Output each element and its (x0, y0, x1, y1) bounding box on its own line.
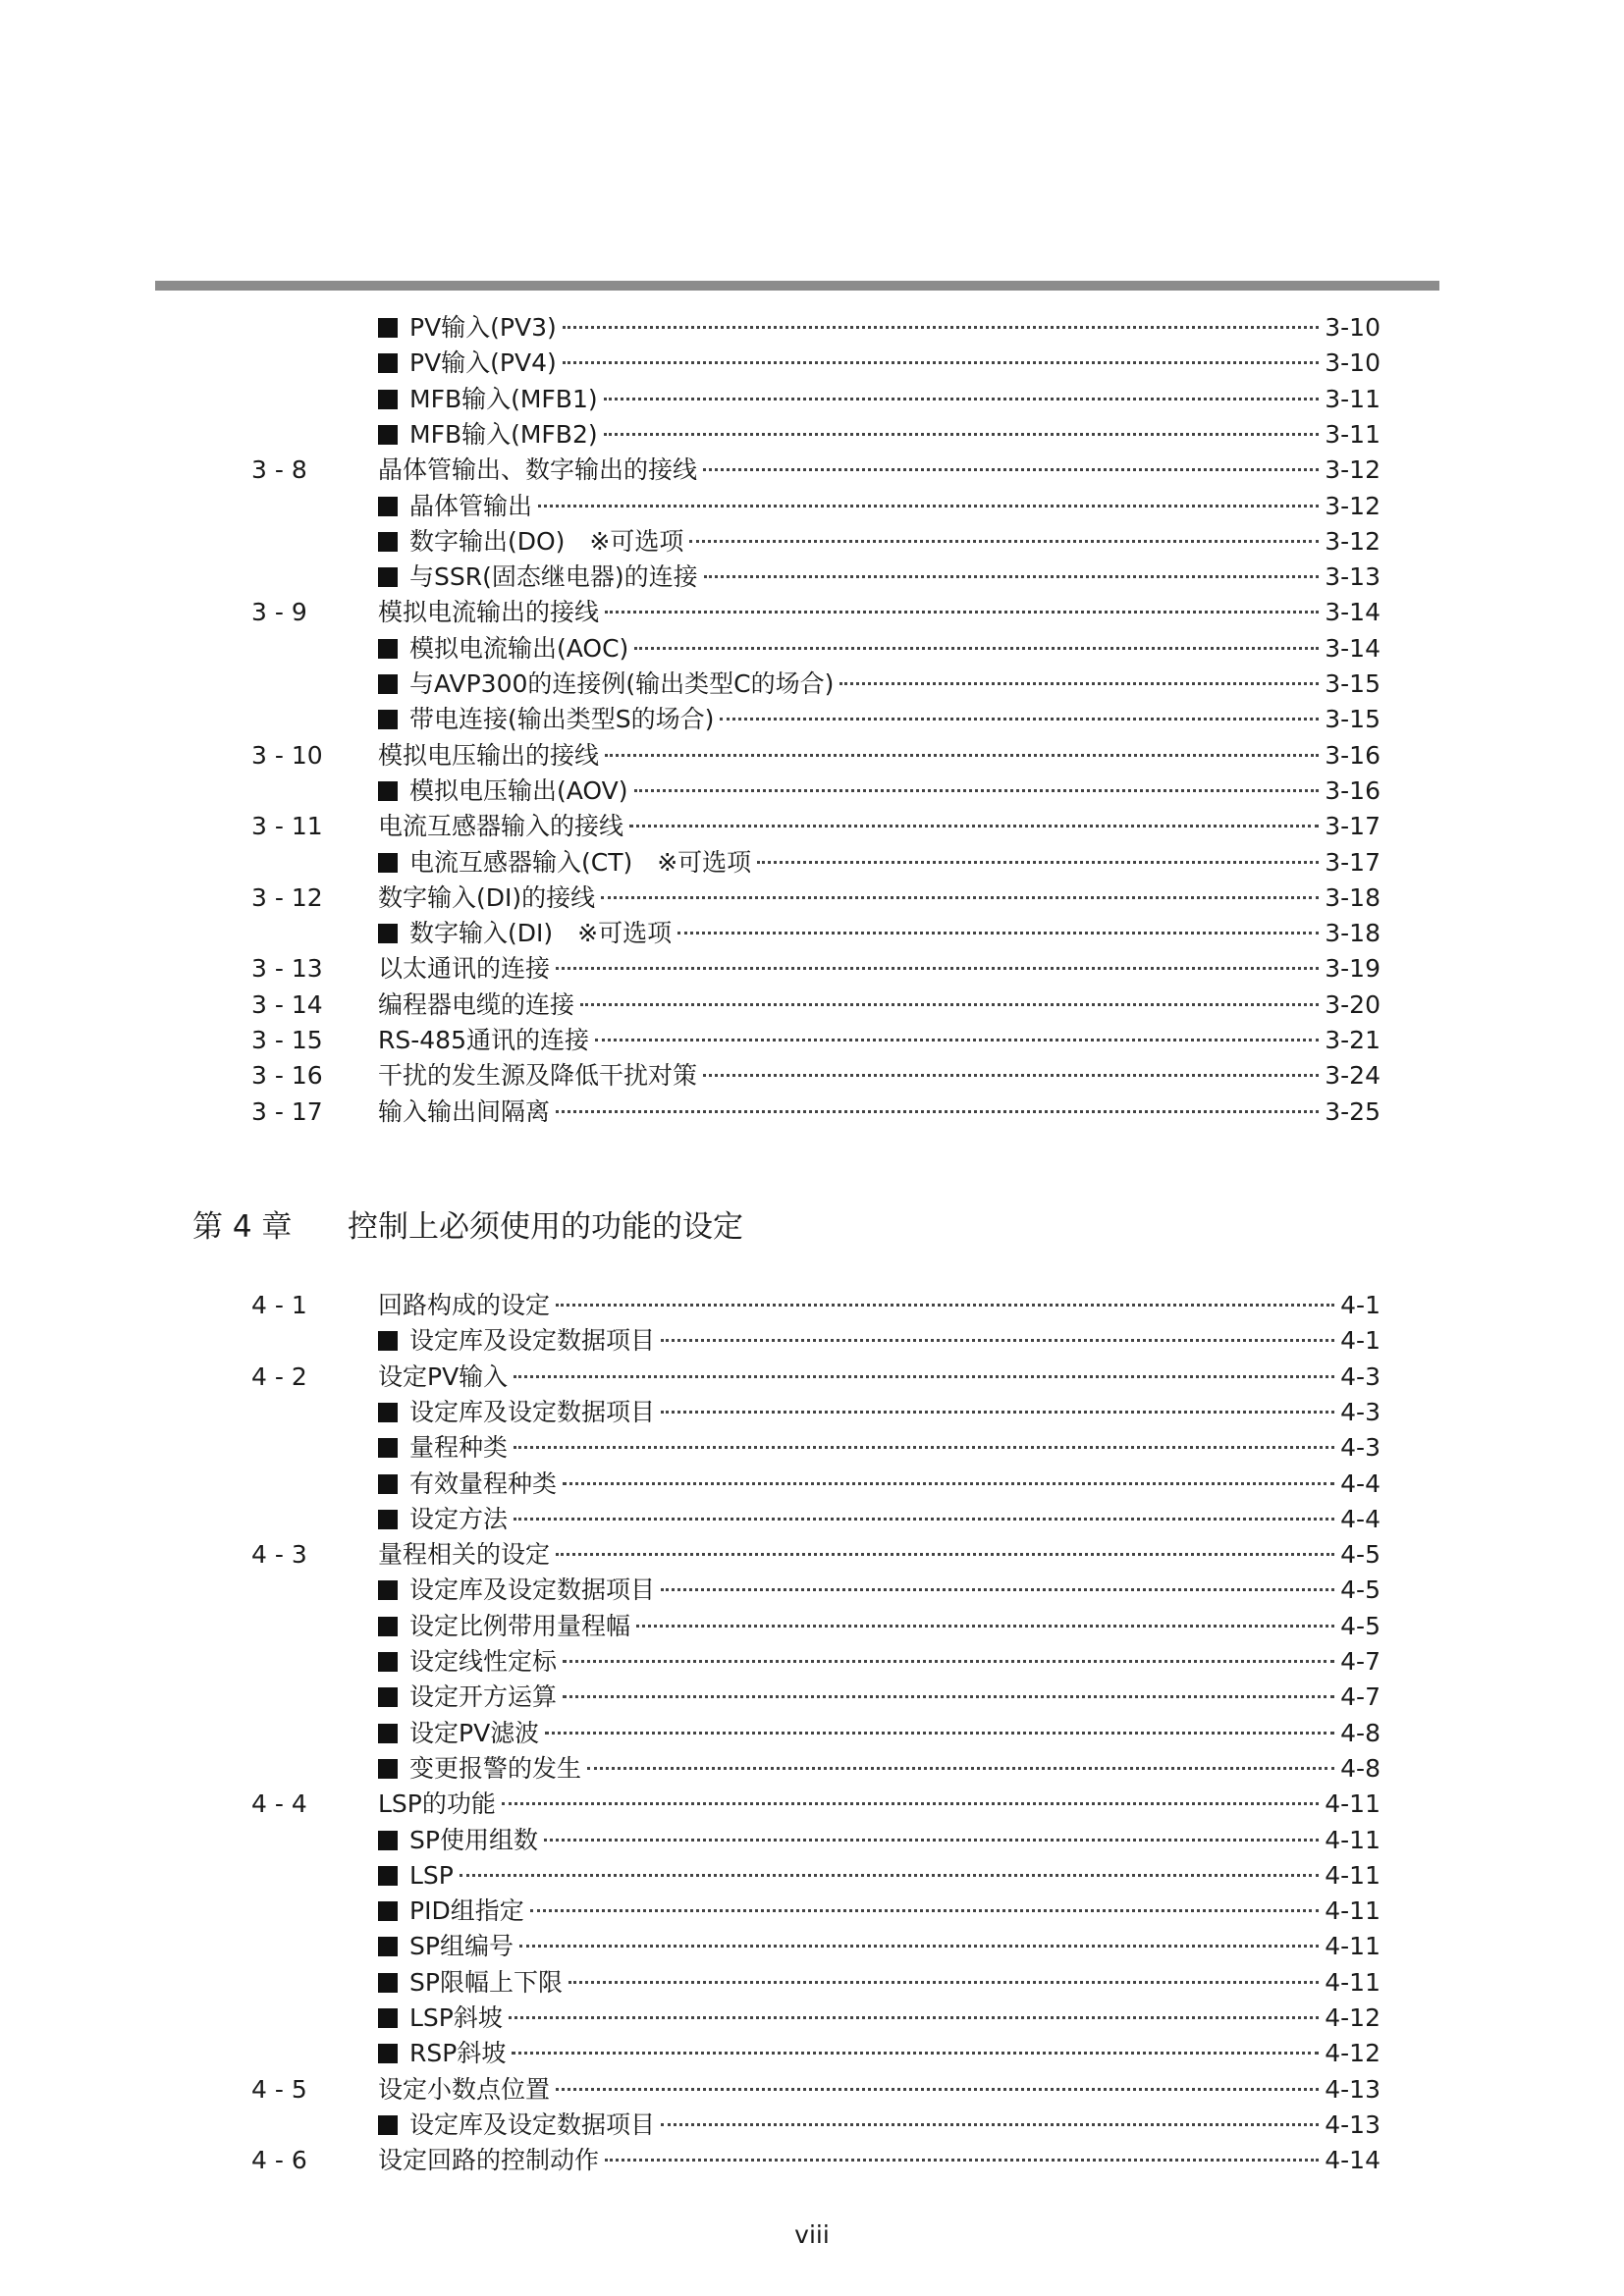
toc-title: 模拟电流输出的接线 (378, 598, 600, 627)
square-bullet-icon (378, 2008, 398, 2028)
dot-leader (629, 825, 1319, 828)
dot-leader (661, 1588, 1334, 1591)
toc-subentry[interactable] (0, 631, 1624, 667)
dot-leader (634, 647, 1319, 650)
toc-entry[interactable] (0, 988, 1624, 1023)
toc-page-number: 3-14 (1325, 633, 1380, 663)
toc-page-number: 3-19 (1325, 954, 1380, 984)
toc-section-number: 4 - 4 (251, 1789, 307, 1819)
toc-entry[interactable] (0, 453, 1624, 488)
toc-subentry[interactable] (0, 524, 1624, 560)
toc-page-number: 4-11 (1325, 1860, 1380, 1890)
toc-page-number: 4-13 (1325, 2074, 1380, 2104)
toc-entry-row (378, 631, 1380, 667)
dot-leader (720, 718, 1319, 721)
toc-entry-row (378, 1095, 1380, 1130)
toc-page-number: 4-12 (1325, 2003, 1380, 2032)
dot-leader (661, 1411, 1334, 1414)
toc-entry-row (378, 1751, 1380, 1787)
square-bullet-icon (378, 2044, 398, 2063)
toc-title: SP限幅上下限 (409, 1967, 563, 1997)
dot-leader (601, 896, 1319, 899)
toc-subentry[interactable] (0, 667, 1624, 702)
toc-entry-row (378, 1502, 1380, 1537)
toc-entry-row (378, 1644, 1380, 1680)
toc-subentry[interactable] (0, 1430, 1624, 1466)
toc-title: 与SSR(固态继电器)的连接 (409, 562, 698, 592)
dot-leader (502, 1802, 1319, 1805)
square-bullet-icon (378, 532, 398, 552)
toc-title: 模拟电压输出(AOV) (409, 775, 628, 805)
toc-page-number: 4-8 (1340, 1753, 1380, 1783)
chapter-label: 第 4 章 (192, 1209, 293, 1245)
dot-leader (604, 433, 1320, 436)
toc-page-number: 3-12 (1325, 455, 1380, 485)
toc-section-number: 3 - 15 (251, 1026, 323, 1054)
toc-page-number: 3-12 (1325, 491, 1380, 520)
toc-title: 设定线性定标 (409, 1647, 558, 1676)
toc-subentry[interactable] (0, 310, 1624, 346)
toc-title: 设定比例带用量程幅 (409, 1611, 631, 1640)
toc-page-number: 3-17 (1325, 847, 1380, 877)
toc-subentry[interactable] (0, 1929, 1624, 1964)
dot-leader (556, 967, 1319, 970)
toc-entry[interactable] (0, 809, 1624, 844)
toc-title: 电流互感器输入(CT) ※可选项 (409, 847, 752, 877)
toc-title: 回路构成的设定 (378, 1291, 551, 1319)
toc-page-number: 4-11 (1325, 1932, 1380, 1961)
square-bullet-icon (378, 1617, 398, 1636)
square-bullet-icon (378, 390, 398, 409)
toc-title: 输入输出间隔离 (378, 1096, 551, 1126)
toc-section-number: 3 - 10 (251, 740, 323, 770)
toc-title: RS-485通讯的连接 (378, 1026, 589, 1054)
toc-title: 模拟电压输出的接线 (378, 740, 600, 770)
toc-entry[interactable] (0, 2072, 1624, 2108)
dot-leader (605, 754, 1319, 757)
toc-entry-row (378, 2108, 1380, 2143)
toc-entry[interactable] (0, 881, 1624, 916)
toc-page-number: 3-16 (1325, 775, 1380, 805)
toc-title: LSP的功能 (378, 1789, 496, 1819)
toc-subentry[interactable] (0, 1716, 1624, 1751)
toc-page-number: 3-15 (1325, 705, 1380, 734)
toc-page-number: 4-5 (1340, 1575, 1380, 1605)
toc-entry[interactable] (0, 1787, 1624, 1822)
square-bullet-icon (378, 318, 398, 338)
dot-leader (460, 1874, 1319, 1877)
toc-title: 干扰的发生源及降低干扰对策 (378, 1061, 698, 1091)
dot-leader (519, 1945, 1319, 1948)
square-bullet-icon (378, 639, 398, 659)
toc-title: 编程器电缆的连接 (378, 989, 575, 1019)
dot-leader (634, 789, 1320, 792)
dot-leader (544, 1839, 1319, 1842)
toc-entry-row (378, 1609, 1380, 1644)
toc-subentry[interactable] (0, 2108, 1624, 2143)
toc-subentry[interactable] (0, 916, 1624, 951)
toc-page-number: 4-11 (1325, 1825, 1380, 1854)
toc-title: 设定库及设定数据项目 (409, 1397, 656, 1426)
toc-page-number: 3-18 (1325, 882, 1380, 912)
toc-entry-row (378, 417, 1380, 453)
toc-entry[interactable] (0, 951, 1624, 987)
toc-page-number: 3-24 (1325, 1061, 1380, 1091)
toc-section-number: 3 - 12 (251, 882, 323, 912)
toc-title: 设定库及设定数据项目 (409, 1575, 656, 1605)
toc-subentry[interactable] (0, 845, 1624, 881)
toc-entry-row (378, 560, 1380, 595)
chapter-title: 控制上必须使用的功能的设定 (348, 1209, 743, 1245)
toc-page-number: 4-1 (1340, 1326, 1380, 1356)
dot-leader (704, 575, 1320, 578)
toc-subentry[interactable] (0, 1609, 1624, 1644)
toc-entry-row (378, 489, 1380, 524)
square-bullet-icon (378, 1403, 398, 1422)
square-bullet-icon (378, 781, 398, 801)
toc-entry-row (378, 988, 1380, 1023)
toc-title: 模拟电流输出(AOC) (409, 633, 629, 663)
square-bullet-icon (378, 353, 398, 373)
toc-entry-row (378, 524, 1380, 560)
dot-leader (530, 1909, 1320, 1912)
toc-page-number: 4-5 (1340, 1611, 1380, 1640)
square-bullet-icon (378, 2115, 398, 2135)
toc-subentry[interactable] (0, 2036, 1624, 2071)
toc-entry-row (378, 1929, 1380, 1964)
toc-section-number: 4 - 2 (251, 1362, 307, 1391)
toc-entry-row (378, 667, 1380, 702)
toc-subentry[interactable] (0, 2001, 1624, 2036)
dot-leader (605, 2159, 1319, 2162)
dot-leader (661, 1339, 1334, 1342)
square-bullet-icon (378, 1866, 398, 1886)
toc-title: 数字输出(DO) ※可选项 (409, 526, 684, 556)
toc-title: 变更报警的发生 (409, 1753, 582, 1783)
toc-title: LSP斜坡 (409, 2003, 503, 2032)
toc-page-number: 3-13 (1325, 562, 1380, 592)
toc-entry-row (378, 1894, 1380, 1929)
toc-entry-row (378, 738, 1380, 774)
toc-page-number: 3-12 (1325, 526, 1380, 556)
toc-subentry[interactable] (0, 346, 1624, 381)
square-bullet-icon (378, 497, 398, 516)
toc-section-number: 3 - 13 (251, 954, 323, 984)
toc-entry-row (378, 1716, 1380, 1751)
toc-page-number: 4-13 (1325, 2109, 1380, 2139)
toc-title: 以太通讯的连接 (378, 954, 551, 984)
square-bullet-icon (378, 1687, 398, 1707)
toc-entry-row (378, 346, 1380, 381)
toc-entry-row (378, 702, 1380, 737)
toc-section-number: 3 - 9 (251, 598, 307, 627)
square-bullet-icon (378, 1474, 398, 1494)
dot-leader (563, 361, 1319, 364)
toc-title: SP组编号 (409, 1932, 514, 1961)
toc-title: 有效量程种类 (409, 1468, 558, 1498)
toc-entry-row (378, 1395, 1380, 1430)
toc-title: 晶体管输出 (409, 491, 533, 520)
square-bullet-icon (378, 1937, 398, 1956)
toc-title: MFB输入(MFB1) (409, 384, 598, 413)
toc-title: 量程相关的设定 (378, 1540, 551, 1570)
toc-entry-row (378, 1288, 1380, 1323)
header-rule (155, 281, 1439, 291)
square-bullet-icon (378, 1724, 398, 1743)
toc-entry[interactable] (0, 2143, 1624, 2178)
toc-title: 与AVP300的连接例(输出类型C的场合) (409, 669, 835, 698)
toc-title: 设定回路的控制动作 (378, 2146, 600, 2175)
toc-entry-row (378, 1537, 1380, 1573)
square-bullet-icon (378, 924, 398, 943)
toc-entry-row (378, 1058, 1380, 1094)
dot-leader (556, 1304, 1334, 1307)
toc-page-number: 4-5 (1340, 1540, 1380, 1570)
toc-entry-row (378, 310, 1380, 346)
dot-leader (677, 932, 1319, 934)
toc-entry-row (378, 1573, 1380, 1608)
toc-entry-row (378, 1787, 1380, 1822)
toc-entry[interactable] (0, 1288, 1624, 1323)
toc-entry[interactable] (0, 1537, 1624, 1573)
toc-subentry[interactable] (0, 1467, 1624, 1502)
toc-page-number: 4-8 (1340, 1718, 1380, 1747)
toc-title: 设定库及设定数据项目 (409, 2109, 656, 2139)
toc-page-number: 4-7 (1340, 1682, 1380, 1712)
toc-page-number: 4-4 (1340, 1504, 1380, 1533)
dot-leader (512, 2052, 1319, 2055)
dot-leader (563, 1482, 1334, 1485)
toc-section-number: 3 - 17 (251, 1096, 323, 1126)
toc-title: 电流互感器输入的接线 (378, 812, 624, 841)
dot-leader (661, 2123, 1319, 2126)
toc-title: 数字输入(DI)的接线 (378, 882, 596, 912)
dot-leader (605, 611, 1319, 614)
toc-subentry[interactable] (0, 1502, 1624, 1537)
toc-page-number: 3-14 (1325, 598, 1380, 627)
toc-title: SP使用组数 (409, 1825, 538, 1854)
toc-page-number: 4-14 (1325, 2146, 1380, 2175)
toc-subentry[interactable] (0, 774, 1624, 809)
toc-entry-row (378, 2001, 1380, 2036)
dot-leader (563, 326, 1319, 329)
toc-entry-row (378, 1467, 1380, 1502)
toc-entry-row (378, 595, 1380, 630)
toc-title: RSP斜坡 (409, 2039, 507, 2068)
square-bullet-icon (378, 1438, 398, 1458)
toc-page-number: 3-16 (1325, 740, 1380, 770)
dot-leader (563, 1695, 1334, 1698)
square-bullet-icon (378, 1759, 398, 1779)
toc-page-number: 4-11 (1325, 1896, 1380, 1926)
toc-title: 设定PV滤波 (409, 1718, 540, 1747)
toc-section-number: 4 - 6 (251, 2146, 307, 2175)
toc-entry-row (378, 1965, 1380, 2001)
toc-title: 带电连接(输出类型S的场合) (409, 705, 715, 734)
toc-page-number: 4-7 (1340, 1647, 1380, 1676)
square-bullet-icon (378, 1973, 398, 1993)
toc-page-number: 4-1 (1340, 1291, 1380, 1319)
chapter-heading (192, 1205, 743, 1249)
toc-entry-row (378, 2072, 1380, 2108)
toc-page-number: 3-20 (1325, 989, 1380, 1019)
toc-page-number: 3-18 (1325, 919, 1380, 948)
toc-subentry[interactable] (0, 1644, 1624, 1680)
toc-section-number: 3 - 11 (251, 812, 323, 841)
dot-leader (689, 540, 1319, 543)
toc-entry[interactable] (0, 1095, 1624, 1130)
toc-page-number: 4-11 (1325, 1967, 1380, 1997)
toc-page-number: 3-10 (1325, 313, 1380, 342)
square-bullet-icon (378, 425, 398, 445)
toc-page-number: 3-11 (1325, 419, 1380, 449)
toc-title: 设定PV输入 (378, 1362, 509, 1391)
toc-page-number: 3-11 (1325, 384, 1380, 413)
toc-subentry[interactable] (0, 1823, 1624, 1858)
dot-leader (514, 1375, 1334, 1378)
toc-title: 量程种类 (409, 1433, 509, 1463)
toc-page-number: 4-3 (1340, 1397, 1380, 1426)
dot-leader (563, 1660, 1334, 1663)
square-bullet-icon (378, 1901, 398, 1921)
toc-subentry[interactable] (0, 1894, 1624, 1929)
toc-entry[interactable] (0, 1360, 1624, 1395)
toc-title: PV输入(PV4) (409, 348, 557, 378)
dot-leader (514, 1518, 1334, 1521)
square-bullet-icon (378, 567, 398, 587)
toc-page-number: 4-12 (1325, 2039, 1380, 2068)
toc-subentry[interactable] (0, 1395, 1624, 1430)
dot-leader (556, 2088, 1319, 2091)
toc-page-number: 4-3 (1340, 1362, 1380, 1391)
dot-leader (545, 1732, 1334, 1735)
toc-title: 数字输入(DI) ※可选项 (409, 919, 673, 948)
square-bullet-icon (378, 853, 398, 873)
toc-section-number: 4 - 1 (251, 1291, 307, 1319)
toc-subentry[interactable] (0, 702, 1624, 737)
toc-entry-row (378, 1323, 1380, 1359)
toc-entry-row (378, 845, 1380, 881)
toc-entry[interactable] (0, 595, 1624, 630)
square-bullet-icon (378, 710, 398, 729)
toc-entry[interactable] (0, 1023, 1624, 1058)
toc-subentry[interactable] (0, 1573, 1624, 1608)
toc-entry-row (378, 1823, 1380, 1858)
toc-entry-row (378, 2143, 1380, 2178)
page-number: viii (794, 2220, 830, 2249)
toc-subentry[interactable] (0, 1680, 1624, 1715)
toc-entry-row (378, 1680, 1380, 1715)
toc-subentry[interactable] (0, 1751, 1624, 1787)
toc-entry-row (378, 382, 1380, 417)
toc-title: 设定开方运算 (409, 1682, 558, 1712)
toc-entry[interactable] (0, 738, 1624, 774)
toc-section-number: 4 - 3 (251, 1540, 307, 1570)
toc-title: PV输入(PV3) (409, 313, 557, 342)
dot-leader (556, 1553, 1334, 1556)
toc-entry[interactable] (0, 1058, 1624, 1094)
toc-subentry[interactable] (0, 1323, 1624, 1359)
dot-leader (839, 682, 1319, 685)
toc-section-number: 4 - 5 (251, 2074, 307, 2104)
toc-page-number: 4-11 (1325, 1789, 1380, 1819)
dot-leader (757, 861, 1319, 864)
toc-title: LSP (409, 1860, 454, 1890)
dot-leader (509, 2016, 1319, 2019)
dot-leader (587, 1767, 1334, 1770)
toc-subentry[interactable] (0, 382, 1624, 417)
dot-leader (595, 1039, 1319, 1041)
toc-title: 设定方法 (409, 1504, 509, 1533)
toc-title: 晶体管输出、数字输出的接线 (378, 455, 698, 485)
toc-entry-row (378, 809, 1380, 844)
toc-title: 设定小数点位置 (378, 2074, 551, 2104)
toc-section-number: 3 - 14 (251, 989, 323, 1019)
dot-leader (556, 1110, 1319, 1113)
toc-subentry[interactable] (0, 417, 1624, 453)
dot-leader (636, 1625, 1334, 1628)
toc-page-number: 3-15 (1325, 669, 1380, 698)
toc-page-number: 4-4 (1340, 1468, 1380, 1498)
toc-page-number: 3-10 (1325, 348, 1380, 378)
toc-section-number: 3 - 8 (251, 455, 307, 485)
square-bullet-icon (378, 1510, 398, 1529)
dot-leader (538, 505, 1319, 507)
square-bullet-icon (378, 1580, 398, 1600)
toc-section-number: 3 - 16 (251, 1061, 323, 1091)
toc-subentry[interactable] (0, 489, 1624, 524)
toc-entry-row (378, 916, 1380, 951)
toc-entry-row (378, 2036, 1380, 2071)
dot-leader (703, 468, 1319, 471)
dot-leader (604, 398, 1320, 400)
toc-page-number: 3-21 (1325, 1026, 1380, 1054)
dot-leader (580, 1003, 1319, 1006)
toc-entry-row (378, 1360, 1380, 1395)
toc-title: PID组指定 (409, 1896, 524, 1926)
square-bullet-icon (378, 1331, 398, 1351)
toc-title: MFB输入(MFB2) (409, 419, 598, 449)
toc-title: 设定库及设定数据项目 (409, 1326, 656, 1356)
dot-leader (703, 1074, 1319, 1077)
square-bullet-icon (378, 674, 398, 694)
toc-entry-row (378, 774, 1380, 809)
toc-page-number: 3-17 (1325, 812, 1380, 841)
toc-page-number: 3-25 (1325, 1096, 1380, 1126)
toc-entry-row (378, 1430, 1380, 1466)
dot-leader (568, 1981, 1319, 1984)
toc-entry-row (378, 1858, 1380, 1894)
toc-subentry[interactable] (0, 1858, 1624, 1894)
toc-entry-row (378, 453, 1380, 488)
square-bullet-icon (378, 1652, 398, 1672)
toc-page-number: 4-3 (1340, 1433, 1380, 1463)
dot-leader (514, 1446, 1334, 1449)
toc-subentry[interactable] (0, 560, 1624, 595)
toc-subentry[interactable] (0, 1965, 1624, 2001)
toc-entry-row (378, 1023, 1380, 1058)
toc-entry-row (378, 881, 1380, 916)
toc-entry-row (378, 951, 1380, 987)
square-bullet-icon (378, 1831, 398, 1850)
